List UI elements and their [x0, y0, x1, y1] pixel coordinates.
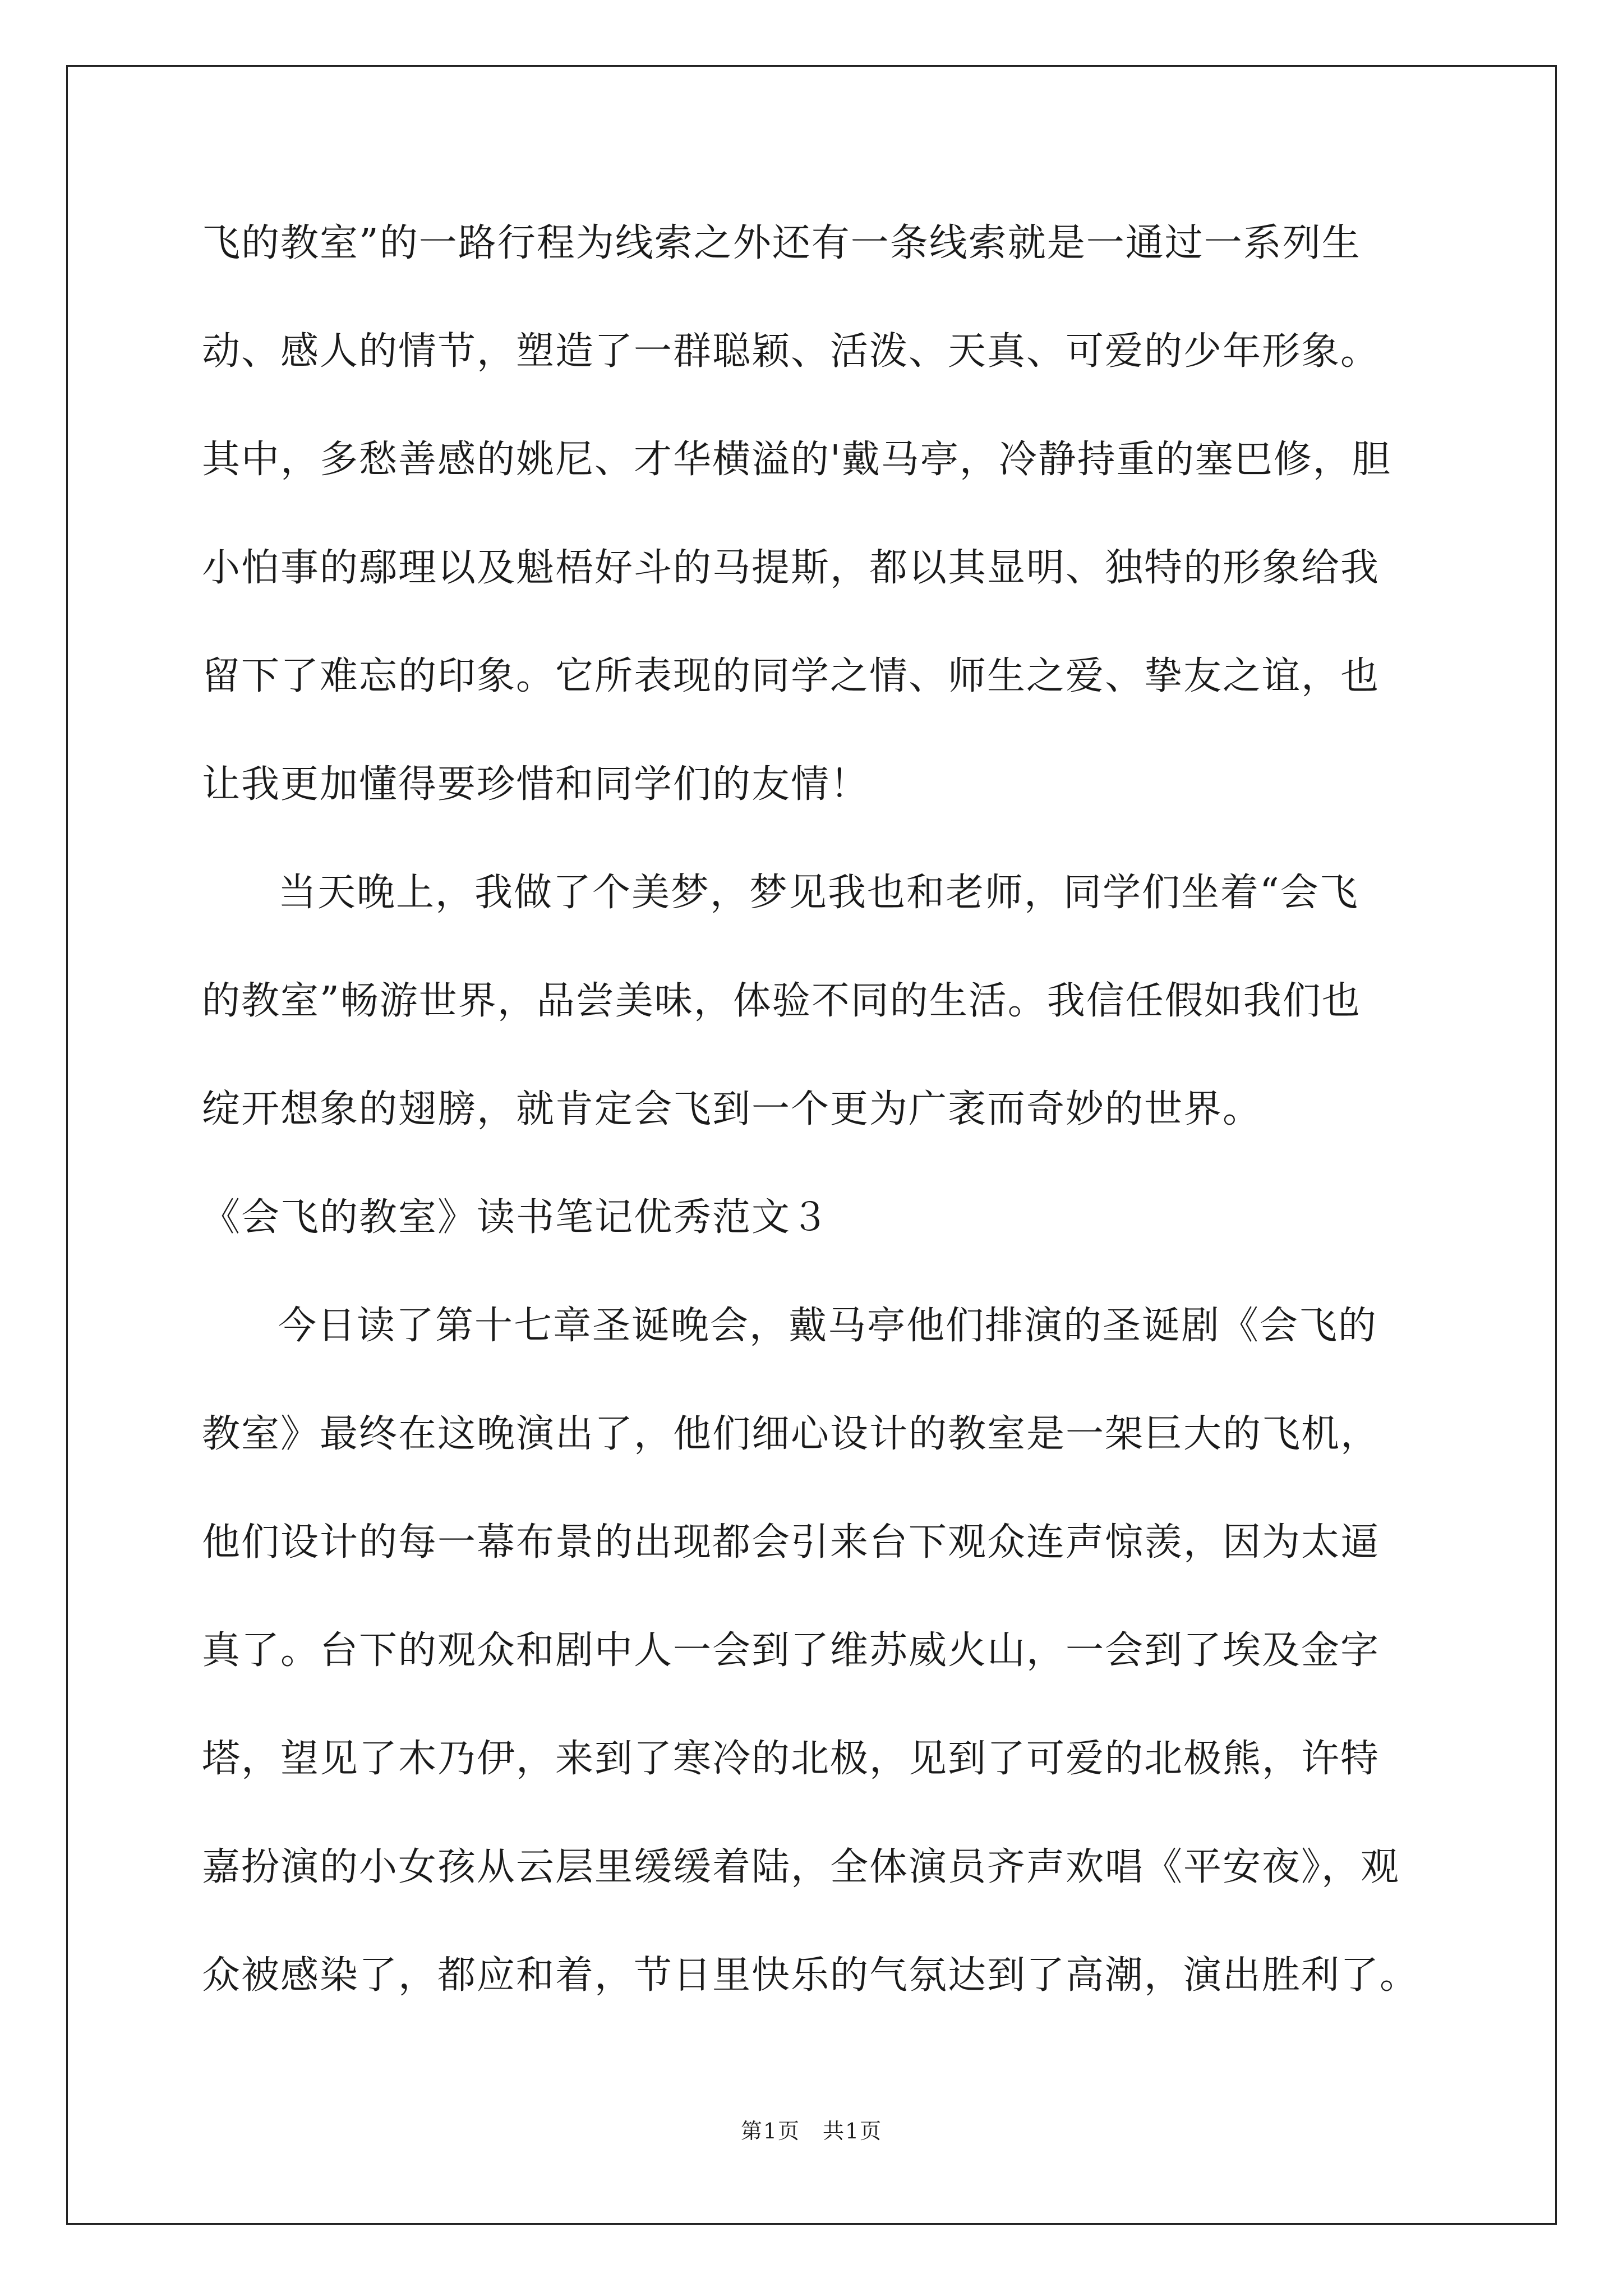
text-line: 绽开想象的翅膀，就肯定会飞到一个更为广袤而奇妙的世界。 — [202, 1087, 1262, 1131]
text-line: 今日读了第十七章圣诞晚会，戴马亭他们排演的圣诞剧《会飞的 — [278, 1304, 1378, 1348]
text-line: 他们设计的每一幕布景的出现都会引来台下观众连声惊羡，因为太逼 — [202, 1520, 1380, 1565]
text-line: 的教室”畅游世界，品尝美味，体验不同的生活。我信任假如我们也 — [202, 979, 1361, 1023]
text-line: 小怕事的鄢理以及魁梧好斗的马提斯，都以其显明、独特的形象给我 — [202, 546, 1380, 590]
text-line: 塔，望见了木乃伊，来到了寒冷的北极，见到了可爱的北极熊，许特 — [202, 1737, 1380, 1781]
text-line: 众被感染了，都应和着，节日里快乐的气氛达到了高潮，演出胜利了。 — [202, 1953, 1419, 1998]
text-line: 留下了难忘的印象。它所表现的同学之情、师生之爱、挚友之谊，也 — [202, 654, 1380, 698]
text-line: 真了。台下的观众和剧中人一会到了维苏威火山，一会到了埃及金字 — [202, 1628, 1380, 1673]
page-footer: 第1页 共1页 — [740, 2119, 883, 2143]
text-line: 嘉扮演的小女孩从云层里缓缓着陆，全体演员齐声欢唱《平安夜》，观 — [202, 1845, 1400, 1889]
page-border — [66, 65, 1557, 2225]
text-line: 飞的教室”的一路行程为线索之外还有一条线索就是一通过一系列生 — [202, 221, 1361, 265]
text-line: 当天晚上，我做了个美梦，梦见我也和老师，同学们坐着“会飞 — [278, 871, 1359, 915]
text-line: 让我更加懂得要珍惜和同学们的友情！ — [202, 762, 870, 807]
text-line: 动、感人的情节，塑造了一群聪颖、活泼、天真、可爱的少年形象。 — [202, 329, 1380, 374]
text-line: 教室》最终在这晚演出了，他们细心设计的教室是一架巨大的飞机， — [202, 1412, 1380, 1456]
text-line: 其中，多愁善感的姚尼、才华横溢的'戴马亭，冷静持重的塞巴修，胆 — [202, 438, 1391, 482]
section-heading: 《会飞的教室》读书笔记优秀范文３ — [202, 1195, 831, 1240]
